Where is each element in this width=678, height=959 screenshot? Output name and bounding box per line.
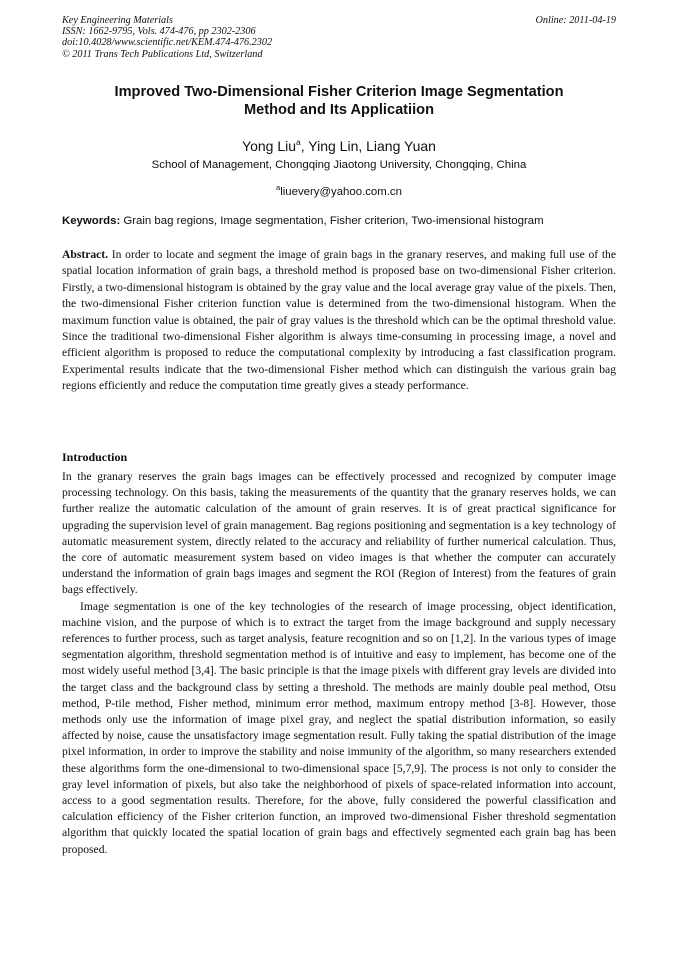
paper-title (62, 83, 616, 119)
copyright-line: © 2011 Trans Tech Publications Ltd, Switzerland (62, 48, 263, 60)
other-authors: , Ying Lin, Liang Yuan (300, 138, 436, 154)
intro-paragraph-2: Image segmentation is one of the key technologies of the research of image processing, object identification, machine vision, and the purpose of which is to extract the target from the image background and supply necessary references to further process, such as target analysis, feature recognition and so on [1,2]. In the various types of image segmentation algorithm, threshold segmentation method is of intuitive and easy to implement, has become one of the most widely useful method [3,4]. The basic principle is that the image pixels with different gray levels are divided into the target class and the background class by setting a threshold. The methods are mainly double peal method, Otsu method, P-tile method, Fisher method, minimum error method, maximum entropy method [3-8]. However, those methods only use the information of image pixel gray, and neglect the spatial distribution information, so easily affected by noise, cause the unsatisfactory image segmentation result. Fully taking the spatial distribution of the image pixel information, in order to improve the stability and noise immunity of the algorithm, so many researchers extended these algorithms form the one-dimensional to two-dimensional space [5,7,9]. The process is not only to consider the gray level information of pixels, but also take the neighborhood of pixels of space-related information into account, access to a good segmentation results. Therefore, for the above, fully considered the powerful classification and calculation efficiency of the Fisher criterion function, an improved two-dimensional Fisher threshold segmentation algorithm that quickly located the spatial location of grain bags and effectively segmented each grain bag has been proposed. (62, 599, 616, 856)
author-email (62, 181, 616, 199)
keywords-text: Grain bag regions, Image segmentation, Fisher criterion, Two-imensional histogram (123, 215, 544, 227)
abstract (62, 247, 616, 395)
email-address: liuevery@yahoo.com.cn (280, 186, 402, 198)
intro-paragraph-1: In the granary reserves the grain bags images can be effectively processed and recognized by computer image processing technology. On this basis, taking the measurements of the quantity that the granary reserves holds, we can further realize the automatic calculation of the amount of grain reserves. It is of great practical significance for upgrading the supervision level of grain management. Bag regions positioning and segmentation is a key technology of automatic measurement system, directly related to the accuracy and reliability of further numerical calculation. Thus, the core of automatic measurement system based on video images is that whether the computer can accurately understand the information of grain bags images and segment the ROI (Region of Interest) from the features of grain bags effectively. (62, 470, 616, 597)
intro-body (62, 469, 616, 858)
doi-line: doi:10.4028/www.scientific.net/KEM.474-476.2302 (62, 37, 273, 49)
author-1: Yong Liu (242, 138, 297, 154)
author-list (62, 133, 616, 155)
online-date: Online: 2011-04-19 (535, 15, 616, 26)
keywords-label: Keywords: (62, 215, 121, 227)
journal-name: Key Engineering Materials (62, 15, 173, 26)
intro-heading: Introduction (62, 450, 128, 464)
keywords (62, 214, 616, 228)
author-1-affil-mark: a (296, 137, 301, 147)
journal-header (62, 15, 616, 60)
issn-line: ISSN: 1662-9795, Vols. 474-476, pp 2302-2306 (62, 26, 256, 38)
abstract-text: In order to locate and segment the image of grain bags in the granary reserves, and making full use of the spatial location information of grain bags, a threshold method is proposed base on two-dimensional Fisher criterion. Firstly, a two-dimensional histogram is obtained by the gray value and the local average gray value of the pixels. Then, the two-dimensional Fisher criterion function value is determined from the two-dimensional histogram. When the maximum function value is obtained, the pair of gray values is the threshold which can be the optimal threshold value. Since the traditional two-dimensional Fisher algorithm is always time-consuming in processing image, a novel and efficient algorithm is proposed to reduce the computational complexity by introducing a fast classification program. Experimental results indicate that the two-dimensional Fisher method which can distinguish the various grain bag regions efficiently and reduce the computation time greatly gives a steady performance. (62, 248, 616, 393)
abstract-label: Abstract. (62, 248, 109, 261)
email-mark: a (276, 183, 281, 192)
title-line-2: Method and Its Applicatiion (244, 102, 434, 118)
title-line-1: Improved Two-Dimensional Fisher Criterion Image Segmentation (114, 84, 564, 100)
affiliation: School of Management, Chongqing Jiaotong University, Chongqing, China (151, 159, 527, 171)
